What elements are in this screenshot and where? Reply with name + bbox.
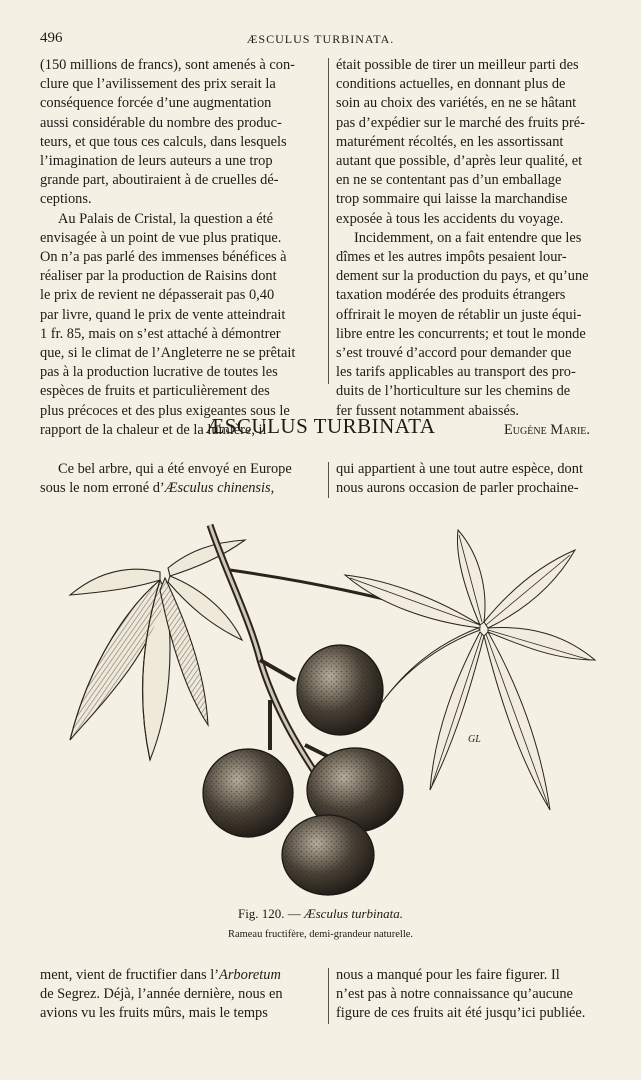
text-line: conditions actuelles, en donnant plus de xyxy=(336,76,566,93)
fruit xyxy=(297,645,383,735)
text-line: dîmes et les autres impôts pesaient lour- xyxy=(336,249,567,266)
text-line: ment, vient de fructifier dans l’Arboretum xyxy=(40,967,281,983)
text-line: pas d’expédier sur le marché des fruits pré- xyxy=(336,114,585,131)
text-line: était possible de tirer un meilleur parti des xyxy=(336,57,579,73)
text-line: figure de ces fruits ait été jusqu’ici publiée. xyxy=(336,1005,586,1022)
text-line: nous a manqué pour les faire figurer. Il xyxy=(336,967,560,983)
text-line: conséquence forcée d’une augmentation xyxy=(40,95,272,112)
text-line: offrirait le moyen de rétablir un juste équi- xyxy=(336,306,582,323)
column-divider xyxy=(328,968,329,1024)
text-line: nous aurons occasion de parler prochaine- xyxy=(336,480,579,497)
text-line: clure que l’avilissement des prix serait la xyxy=(40,76,276,93)
main-branch xyxy=(210,525,320,780)
fruit xyxy=(282,815,374,895)
text-line: l’imagination de leurs auteurs a une trop xyxy=(40,153,273,170)
figure-subcaption: Rameau fructifère, demi-grandeur naturelle. xyxy=(227,929,414,940)
text-line: que, si le climat de l’Angleterre ne se prêtait xyxy=(40,345,296,362)
text-line: maturément récoltés, en les assortissant xyxy=(336,133,564,150)
text-line: On n’a pas parlé des immenses bénéfices à xyxy=(40,249,287,266)
top-right-column xyxy=(336,56,610,440)
text-line: n’est pas à notre connaissance qu’aucune xyxy=(336,986,573,1003)
text-line: sous le nom erroné d’Æsculus chinensis, xyxy=(40,480,275,497)
text-line: aussi considérable du nombre des produc- xyxy=(40,114,282,131)
text-line: pas à la production lucrative de toutes les xyxy=(40,364,278,381)
text-line: soin au choix des variétés, en ne se hâtant xyxy=(336,95,577,112)
text-line: autant que possible, d’après leur qualité, et xyxy=(336,153,583,170)
text-line: les tarifs applicables au transport des pro- xyxy=(336,364,576,381)
text-line: par livre, quand le prix de vente atteindrait xyxy=(40,306,286,323)
running-title: ÆSCULUS TURBINATA. xyxy=(246,32,395,46)
text-line: qui appartient à une tout autre espèce, dont xyxy=(336,461,583,477)
text-line: envisagée à un point de vue plus pratique. xyxy=(40,229,282,246)
text-line: Incidemment, on a fait entendre que les xyxy=(354,229,582,246)
text-line: de Segrez. Déjà, l’année dernière, nous en xyxy=(40,986,283,1003)
text-line: taxation modérée des produits étrangers xyxy=(336,287,566,304)
text-line: plus précoces et des plus exigeantes sous le xyxy=(40,402,290,419)
intro-right-column xyxy=(336,460,610,498)
article-title: ÆSCULUS TURBINATA xyxy=(205,414,436,438)
text-line: 1 fr. 85, mais on s’est attaché à démontrer xyxy=(40,325,281,342)
text-line: espèces de fruits et particulièrement des xyxy=(40,383,270,400)
text-line: Ce bel arbre, qui a été envoyé en Europe xyxy=(58,461,292,477)
text-line: teurs, et que tous ces calculs, dans lesquels xyxy=(40,133,287,150)
column-divider xyxy=(328,58,329,384)
text-line: Au Palais de Cristal, la question a été xyxy=(58,210,274,227)
text-line: libre entre les concurrents; et tout le monde xyxy=(336,325,586,342)
text-line: (150 millions de francs), sont amenés à con- xyxy=(40,57,295,73)
figure-caption: Fig. 120. — Æsculus turbinata. xyxy=(237,906,404,921)
left-leaflets xyxy=(70,540,245,760)
aesculus-illustration xyxy=(60,510,600,902)
text-line: le prix de revient ne dépasserait pas 0,40 xyxy=(40,287,275,304)
text-line: ceptions. xyxy=(40,191,92,208)
column-divider xyxy=(328,462,329,498)
text-line: grande part, aboutiraient à de cruelles dé- xyxy=(40,172,279,189)
author-signature: Eugène Marie. xyxy=(504,421,590,438)
top-left-column xyxy=(40,56,318,440)
artist-mark: GL xyxy=(468,734,481,745)
text-line: duits de l’horticulture sur les chemins de xyxy=(336,383,571,400)
bottom-left-column xyxy=(40,966,318,1024)
text-line: s’est trouvé d’accord pour demander que xyxy=(336,345,572,362)
text-line: rapport de la chaleur et de la lumière, il xyxy=(40,421,267,438)
text-line: exposée à tous les accidents du voyage. xyxy=(336,210,564,227)
intro-left-column xyxy=(40,460,318,498)
text-line: réaliser par la production de Raisins dont xyxy=(40,268,277,285)
text-line: avions vu les fruits mûrs, mais le temps xyxy=(40,1005,268,1022)
text-line: en ne se contentant pas d’un emballage xyxy=(336,172,562,189)
bottom-right-column xyxy=(336,966,610,1024)
text-line: dement sur la production du pays, et qu’une xyxy=(336,268,589,285)
text-line: trop sommaire qui laisse la marchandise xyxy=(336,191,568,208)
text-line: fer fussent notamment abaissés. xyxy=(336,402,520,419)
page-number: 496 xyxy=(40,30,63,46)
fruit xyxy=(203,749,293,837)
